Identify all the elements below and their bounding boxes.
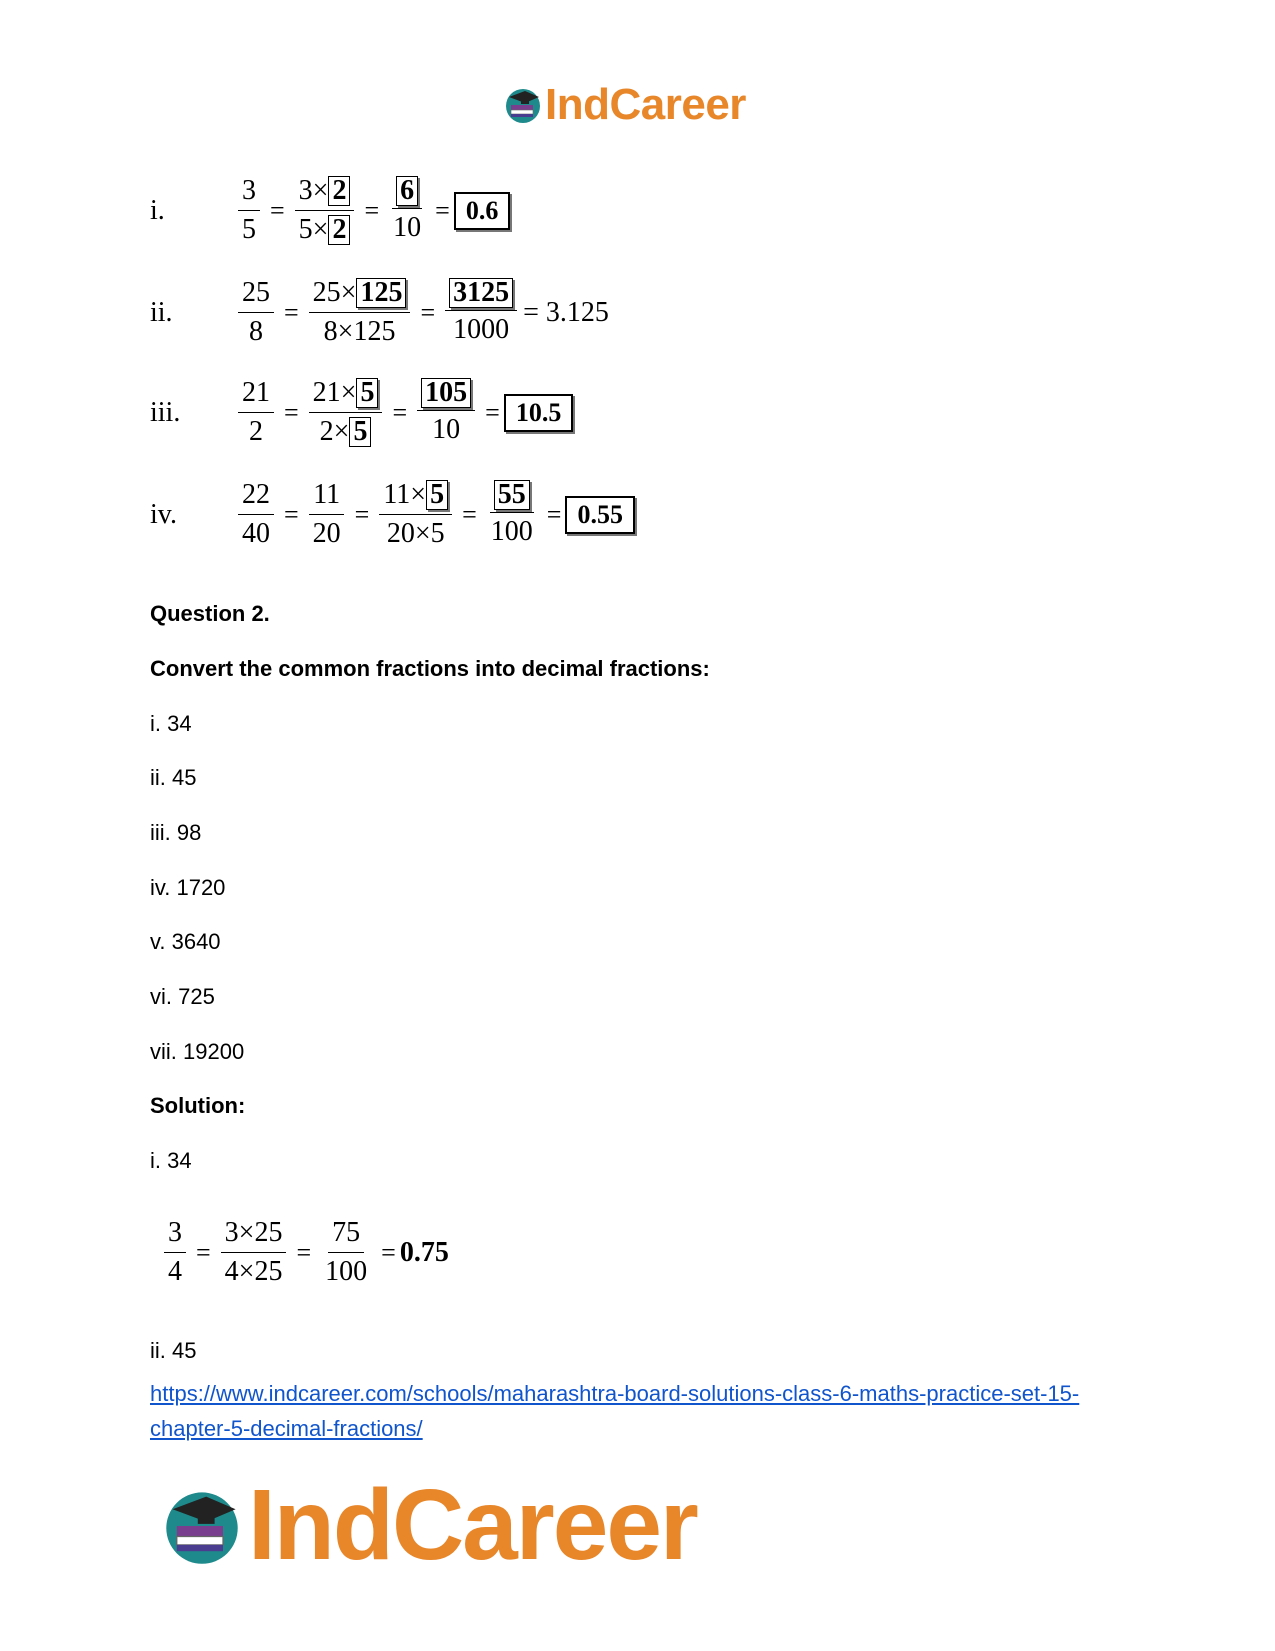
fraction: 3× 2 5× 2 <box>295 174 355 247</box>
list-item: ii. 45 <box>150 1338 197 1363</box>
answer-box: 0.6 <box>454 192 511 230</box>
fraction: $\frac{22}{40}$ <box>238 478 274 551</box>
answer-box: 0.55 <box>565 496 635 534</box>
logo-wordmark: IndCareer <box>545 80 746 129</box>
worked-row-iv: iv. $\frac{22}{40}$ = $\frac{11}{20}$ = 11× 5 20×5 = $\frac{55}{100}$ = 0.55 <box>150 478 635 551</box>
graduation-book-icon <box>160 1484 244 1568</box>
list-item: i. 34 <box>150 1148 192 1173</box>
worked-row-i: i. $\frac{3}{5}$ = 3× 2 5× 2 = $\frac{6}{10}$ = 0.6 <box>150 174 510 247</box>
fraction: $\frac{55}{100}$ <box>490 479 533 547</box>
logo-wordmark: IndCareer <box>248 1469 697 1581</box>
row-label: iii. <box>150 396 181 428</box>
source-link[interactable]: https://www.indcareer.com/schools/maharashtra-board-solutions-class-6-maths-practice-set-15-chapter-5-decimal-fractions/ <box>150 1381 1080 1441</box>
fraction: $\frac{105}{10}$ <box>417 378 475 447</box>
fraction: $\frac{6}{10}$ <box>393 175 422 243</box>
row-label: iv. <box>150 498 177 530</box>
question-title: Question 2. <box>150 601 270 626</box>
question-prompt: Convert the common fractions into decimal fractions: <box>150 656 710 681</box>
fraction: 21× 5 2× 5 <box>309 376 383 449</box>
worked-row-ii: ii. $\frac{25}{8}$ = 25× 125 8×125 = $\frac{3125}{1000}$ = 3.125 <box>150 277 609 347</box>
solution-title: Solution: <box>150 1093 246 1118</box>
row-label: ii. <box>150 296 173 328</box>
list-item: vii. 19200 <box>150 1039 245 1064</box>
result-value: = 3.125 <box>523 296 609 328</box>
worked-row-iii: iii. $\frac{21}{2}$ = 21× 5 2× 5 = $\frac{105}{10}$ = 10.5 <box>150 376 573 449</box>
fraction: $\frac{11}{20}$ <box>309 478 345 551</box>
fraction: 25× 125 8×125 <box>309 276 411 349</box>
list-item: vi. 725 <box>150 984 215 1009</box>
list-item: i. 34 <box>150 711 192 736</box>
footer-logo <box>160 1468 697 1583</box>
fraction: 11× 5 20×5 <box>379 478 452 551</box>
list-item: iv. 1720 <box>150 875 226 900</box>
header-logo <box>503 80 746 130</box>
list-item: ii. 45 <box>150 765 197 790</box>
fraction: $\frac{75}{100}$ <box>325 1217 368 1287</box>
result-value: 0.75 <box>399 1236 449 1268</box>
solution-equation: $\frac{3}{4}$ = $\frac{3\times 25}{4\times 25}$ = $\frac{75}{100}$ = 0.75 <box>158 1216 449 1289</box>
fraction: $\frac{3}{4}$ <box>164 1216 186 1289</box>
fraction: $\frac{3125}{1000}$ <box>445 278 517 347</box>
list-item: iii. 98 <box>150 820 202 845</box>
fraction: $\frac{25}{8}$ <box>238 276 274 349</box>
fraction: $\frac{3}{5}$ <box>238 174 260 247</box>
fraction: $\frac{21}{2}$ <box>238 376 274 449</box>
graduation-book-icon <box>503 85 543 125</box>
fraction: $\frac{3\times 25}{4\times 25}$ <box>221 1216 287 1289</box>
answer-box: 10.5 <box>504 394 574 432</box>
row-label: i. <box>150 194 165 226</box>
list-item: v. 3640 <box>150 929 221 954</box>
